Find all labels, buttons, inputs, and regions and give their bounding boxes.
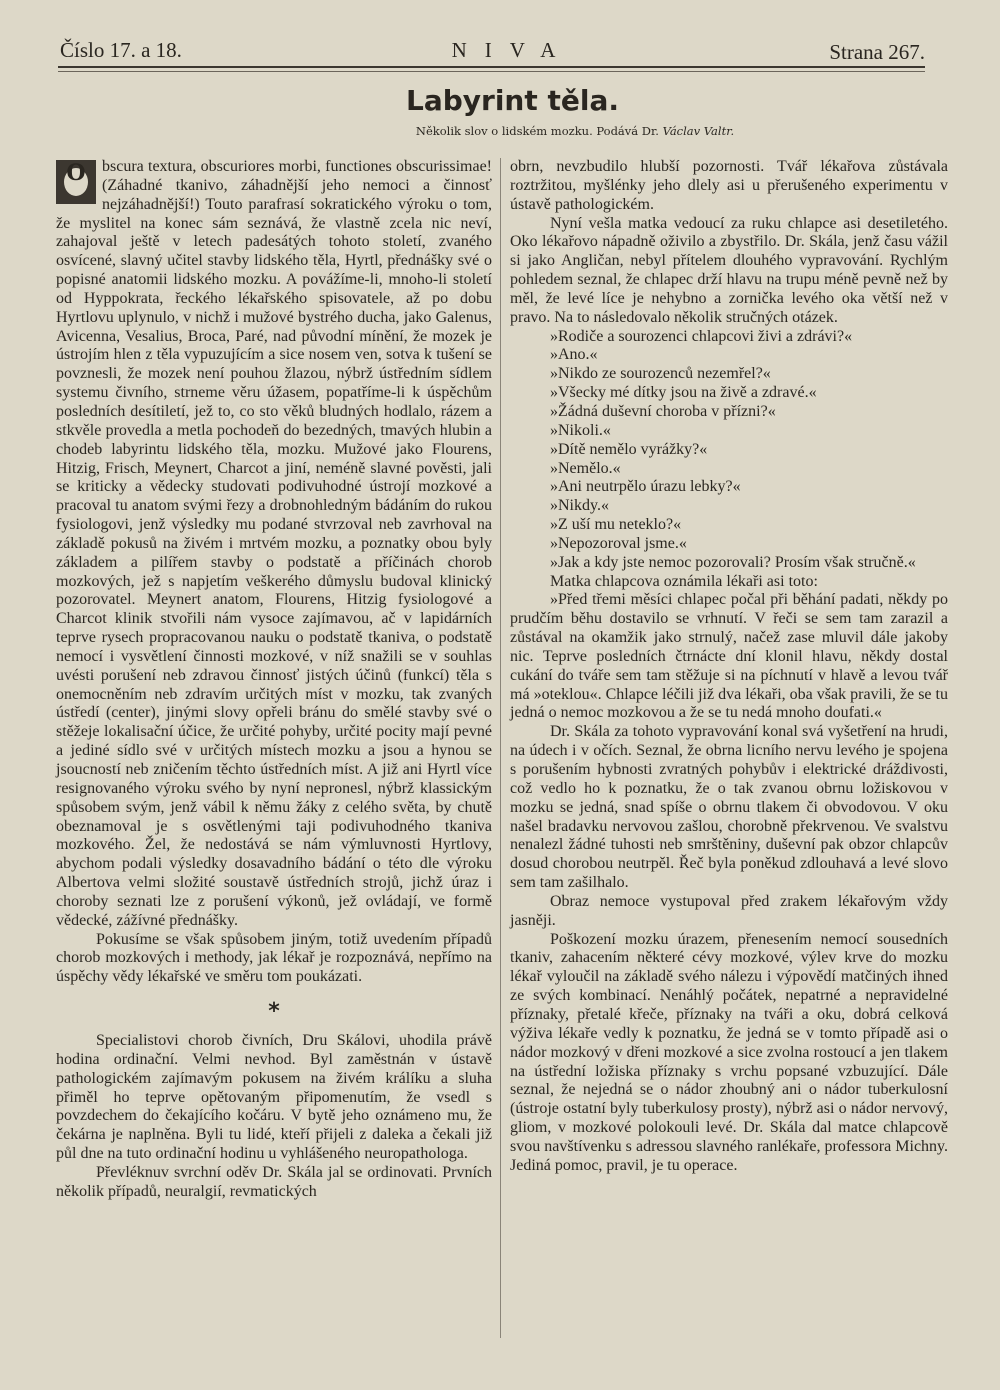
page-number: Strana 267. [829,40,925,64]
dialog-line: »Nikdo ze sourozenců nezemřel?« [550,365,771,383]
dialog-line: »Nepozoroval jsme.« [550,534,687,552]
paragraph: Převléknuv svrchní oděv Dr. Skála jal se ordinovati. Prvních několik případů, neuralgií, revmatických [56,1163,492,1200]
header-rule-thin [58,71,925,72]
magazine-name: NIVA [451,38,574,62]
right-column [510,158,948,1176]
paragraph: obrn, nevzbudilo hlubší pozornosti. Tvář lékařova zůstávala roztržitou, myšlénky jeho dlely asi u přerušeného experimentu v ústavě pathologickém. [510,158,948,213]
dialog-line: »Ani neutrpělo úrazu lebky?« [550,478,741,496]
dialog-line: »Ano.« [550,346,598,364]
dialog-line: »Žádná duševní choroba v příznі?« [550,402,776,420]
paragraph: Nyní vešla matka vedoucí za ruku chlapce asi desetiletého. Oko lékařovo nápadně oživilo a zbystřilo. Dr. Skála, jenž času vážil si jako Angličan, nebyl přítelem dlouhého vypravování. Rychlým pohledem seznal, že chlapec drží hlavu na trupu méně pevně než by měl, že levé líce je nehybno a zornička levého oka větší než v pravo. Na to následovalo několik stručných otázek. [510,214,948,326]
paragraph [56,158,492,931]
paragraph-text: bscura textura, obscuriores morbi, functiones obscurissimae! (Záhadné tkanivo, záhadnější jeho nemoci a činnosť nejzáhadnější!) Touto parafrasí sokratického výroku o tom, že myslitel na konec sám seznává, že vlastně zcela nic neví, zahajoval ještě v letech padesátých tohoto století, zvaného osvícené, slavný učitel stavby lidského těla, Hyrtl, přednášky své o popisné anatomii lidského mozku. A povážíme-li, mnoho-li století od Hyppokrata, řeckého lékařského spisovatele, až po dobu Hyrtlovu uplynulo, v nichž i mužové bystrého ducha, jako Galenus, Avicenna, Vesalius, Broca, Paré, nad původní mínění, že mozek je ústrojím hlen z těla vypuzujícím a sice nosem ven, sotva k tušení se povznesli, že mozek není pouhou žlazou, nýbrž ústředním sídlem systemu čivního, strneme věru úžasem, popatříme-li k úspěchům posledních desítiletí, jež to, co sto věků bludných hodlalo, rázem a stkvěle provedla a metla pochodeň do bezedných, tmavých hlubin a chodeb labyrintu lidského těla, mozku. Mužové jako Flourens, Hitzig, Frisch, Meynert, Charcot a jiní, neméně slavné pověsti, jali se kriticky a vědecky studovati podivuhodné ústrojí mozkové a pracoval tu anatom svými řezy a drobnohledným bádáním do rukou fysiologovi, jenž výsledky mu podané stvrzoval neb zavrhoval na základě pokusů na živém i mrtvém mozku, a poznatky obou byly základem a pilířem stavby o podstatě a příčinách chorob mozkových, jež s napjetím veškerého důmyslu budoval klinický pozorovatel. Meynert anatom, Flourens, Hitzig fysiologové a Charcot klinik stvořili nám vysoce zajímavou, ač v lapidárních teprve rysech propracovanou nauku o podstatě tkaniva, o podstatě nemocí i vysvětlení činnosti mozkové, v níž snažili se v souhlas uvésti porušení neb zdravou činnosť jistých účinů (funkcí) těla s onemocněním neb zdravím určitých míst v mozku, tak zvaných ústředí (center), jinými slovy opřeli bránu do smělé stavby své o stěžeje lokalisační účice, že určité pohyby, určité pocity mají pevné a jediné sídlo své v určitých místech mozku a jsou a hynou se jsoucností neb zničením těchto ústředních míst. A již ani Hyrtl více resignovaného výroku svého by nyní nepronesl, nýbrž klassickým spůsobem svým, jenž vábil k němu žáky z celého světa, by chutě obeznamoval je s osvětlenými taji podivuhodného tkaniva mozkového. Žel, že nedostává se nám výmluvnosti Hyrtlovy, abychom podali výsledky dosavadního bádání o této dle výroku Albertova velmi složité soustavě ústředních strojů, jichž úraz i choroby seznati lze z porušení výkonů, jež ovládají, ve formě vědecké, zážívné přednášky. [56,158,492,929]
paragraph: Matka chlapcova oznámila lékaři asi toto: [550,572,818,590]
dialog-line: »Nikdy.« [550,497,609,515]
dialog-line: »Dítě nemělo vyrážky?« [550,440,708,458]
paragraph: »Před třemi měsíci chlapec počal při běhání padati, někdy po prudčím běhu dostavilo se vrhnutí. V řeči se sem tam zarazil a zůstával na okamžik jako strnulý, načež zase mluvil dále jakoby nic. Teprve posledních čtrnácte dní klonil hlavu, někdy dostal cukání do tváře sem tam stěžuje si na píchnutí v hlavě a levou tvář má »oteklou«. Chlapce léčili již dva lékaři, oba však pravili, že se tu jedná o nemoc mozkovou a že se tu nedá mnoho doufati.« [510,591,948,722]
header-rule [58,66,925,68]
running-header [60,38,925,68]
dropcap-ornament [56,160,96,204]
dialog-line: »Rodiče a sourozenci chlapcovi živi a zdrávi?« [550,327,853,345]
dropcap-letter: O [66,160,86,186]
dialog-line: »Jak a kdy jste nemoc pozorovali? Prosím však stručně.« [550,553,916,571]
byline-text: Několik slov o lidském mozku. Podává Dr. [415,124,659,138]
section-asterism: * [268,999,280,1025]
article-title: Labyrint těla. [405,84,619,117]
dialog-line: »Všecky mé dítky jsou na živě a zdravé.« [550,384,817,402]
byline [0,124,1000,138]
dialog-line: »Nemělo.« [550,459,621,477]
dialog-line: »Z uší mu neteklo?« [550,516,682,534]
paragraph: Pokusíme se však spůsobem jiným, totiž uvedením případů chorob mozkových i methody, jak lékař je rozpoznává, nepřímo na úspěchy vědy lékařské ve směru tom poukázati. [56,930,492,986]
issue-number: Číslo 17. a 18. [60,38,182,62]
author-name: Václav Valtr. [662,124,735,138]
paragraph: Poškození mozku úrazem, přenesením nemocí sousedních tkaniv, zahacením některé cévy mozkové, výlev krve do mozku lékař vyloučil na základě svého nálezu i výpovědí matčiných ihned ze svých kombinací. Nenáhlý počátek, nepatrné a nepravidelné příznaky, přetalé křeče, příznaky na tváři a oku, dobrá celková výživa lékaře vedly k poznatku, že jedná se v tomto případě asi o nádor mozkový v dřeni mozkové a sice zvolna rostoucí a jen tlakem na ústřední ložiska příznaky s vrchu popsané vzbuzující. Dále seznal, že nejedná se o nádor zhoubný ani o nádor tuberkulosní (ústrojе ostatní byly tuberkulosy prosty), nýbrž asi o nádor nervový, gliom, v mozkové polokouli levé. Dr. Skála dal matce chlapcově svou navštívenku s adressou slavného ranlékaře, professora Michny. Jediná pomoc, pravil, je tu operace. [510,930,948,1174]
paragraph: Dr. Skála za tohoto vypravování konal svá vyšetření na hrudi, na údech i v očích. Seznal, že obrna licního nervu levého je spojena s porušením hybnosti zvratných pohybův i elektrické dráždivosti, což vedlo ho k poznatku, že o tak zvanou obrnu ložiskovou v mozku se jedná, snad spíše o obrnu tlakem či obvodovou. V oku našel bradavku nervovou zašlou, chorobně překrvenou. Ve svalstvu nenalezl žádné tuhosti neb smrštěniny, duševní pak obzor chlapcův dosud chorobou neutrpěl. Řeč byla poněkud zdlouhavá a levé slovo sem tam zašilhalo. [510,723,948,892]
paragraph: Obraz nemoce vystupoval před zrakem lékařovým vždy jasněji. [510,892,948,929]
left-column [56,158,492,1202]
paragraph: Specialistovi chorob čivních, Dru Skálovi, uhodila právě hodina ordinační. Velmi nevhod. Byl zaměstnán v ústavě pathologickém zajímavým pokusem na živém králíku a sluha přiměl ho teprve opětovaným připomenutím, že vsedl s povzdechem do čekajícího kočáru. V bytě jeho oznámeno mu, že čekárna je naplněna. Byli tu lidé, kteří přijeli z daleka a čekali již půl dne na tuto ordinační hodinu u vyhlášeného neuropathologa. [56,1031,492,1163]
dialog-line: »Nikoli.« [550,421,611,439]
column-divider [500,158,501,1338]
